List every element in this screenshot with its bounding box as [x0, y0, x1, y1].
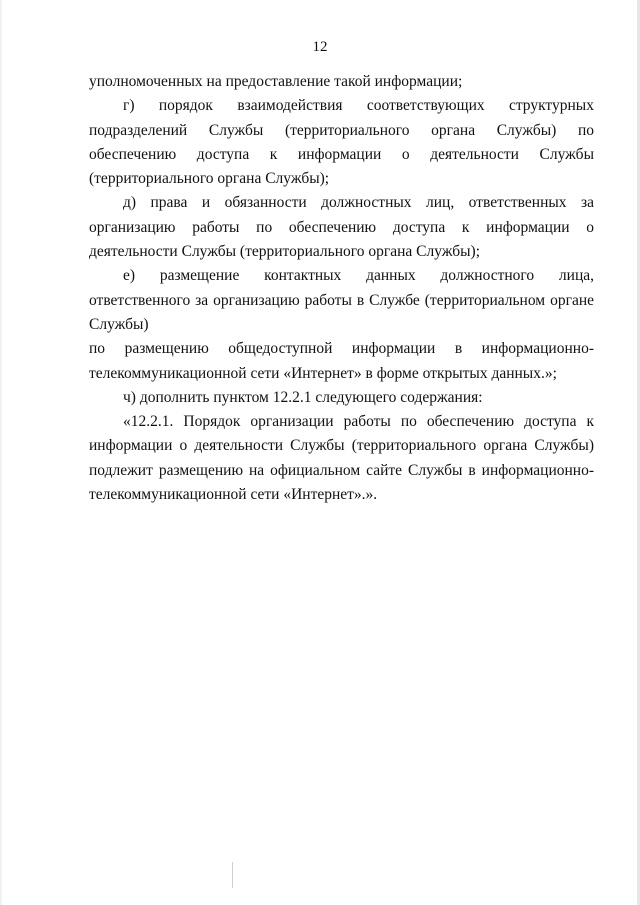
paragraph-g-first-line — [89, 94, 594, 118]
paragraph-e-spread-line — [89, 337, 594, 361]
word: порядок — [158, 97, 213, 115]
word: общедоступной — [228, 340, 333, 358]
word: соответствующих — [366, 97, 485, 115]
paragraph-continuation: уполномоченных на предоставление такой информации; — [89, 73, 463, 90]
word: г) — [123, 97, 135, 115]
paragraph-12-2-1: «12.2.1. Порядок организации работы по обеспечению доступа к информации о деятельности Службы (территориального органа Службы) подлежит размещению на официальном сайте Службы в информационно-телекоммуникационной сети «Интернет».». — [89, 413, 594, 504]
word: структурных — [508, 97, 594, 115]
word: информации — [351, 340, 436, 358]
word: по — [89, 340, 106, 358]
paragraph-ch: ч) дополнить пунктом 12.2.1 следующего содержания: — [123, 388, 483, 406]
scan-edge-left — [0, 0, 2, 905]
word: в — [454, 340, 463, 358]
paragraph-e-tail: телекоммуникационной сети «Интернет» в форме открытых данных.»; — [89, 364, 557, 382]
word: информационно- — [481, 340, 594, 358]
page-number: 12 — [312, 39, 328, 55]
paragraph-d: д) права и обязанности должностных лиц, ответственных за организацию работы по обеспечению доступа к информации о деятельности Службы (территориального органа Службы); — [89, 194, 594, 261]
document-body — [89, 70, 594, 507]
word: размещению — [124, 340, 209, 358]
scan-speck — [232, 862, 233, 888]
paragraph-g-rest: подразделений Службы (территориального органа Службы) по обеспечению доступа к информации о деятельности Службы (территориального органа Службы); — [89, 121, 594, 188]
paragraph-e-head: е) размещение контактных данных должностного лица, ответственного за организацию работы в Службе (территориальном органе Службы) — [89, 267, 594, 333]
word: взаимодействия — [237, 97, 343, 115]
paragraph-e — [89, 264, 594, 385]
paragraph-g — [89, 94, 594, 191]
